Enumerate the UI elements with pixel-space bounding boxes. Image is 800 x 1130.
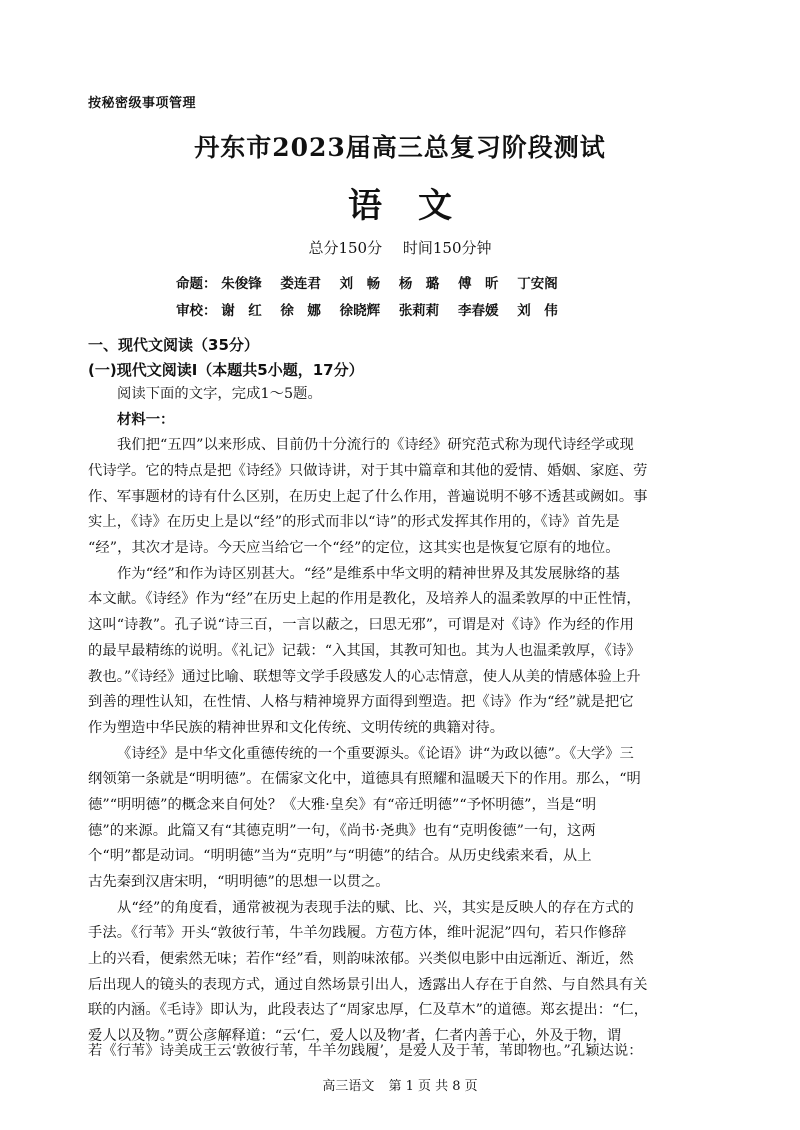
body-line: 代诗学。它的特点是把《诗经》只做诗讲，对于其中篇章和其他的爱情、婚姻、家庭、劳 bbox=[88, 463, 648, 479]
reviewer-name: 张莉莉 bbox=[398, 303, 440, 319]
body-line: 爱人以及物。”贾公彦解释道：“云‘仁，爱人以及物’者，仁者内善于心，外及于物，谓 bbox=[88, 1028, 622, 1044]
page-footer bbox=[0, 1075, 800, 1094]
total-score: 总分150分 bbox=[308, 239, 383, 257]
body-line: 这叫“诗教”。孔子说“诗三百，一言以蔽之，曰思无邪”，可谓是对《诗》作为经的作用 bbox=[88, 617, 634, 633]
time-limit: 时间150分钟 bbox=[402, 239, 492, 257]
body-line: 个“明”都是动词。“明明德”当为“克明”与“明德”的结合。从历史线索来看，从上 bbox=[88, 848, 592, 864]
section-heading: 一、现代文阅读（35分） bbox=[88, 336, 259, 354]
body-line: 《诗经》是中华文化重德传统的一个重要源头。《论语》讲“为政以德”。《大学》三 bbox=[117, 746, 634, 762]
body-line: 德”“明明德”的概念来自何处？《大雅·皇矣》有“帝迁明德”“予怀明德”，当是“明 bbox=[88, 797, 597, 813]
setters-row bbox=[176, 272, 572, 292]
setter-name: 杨 璐 bbox=[398, 276, 440, 292]
body-line: 作、军事题材的诗有什么区别，在历史上起了什么作用，普遍说明不够不透甚或阙如。事 bbox=[88, 489, 648, 505]
subsection-heading: (一)现代文阅读Ⅰ（本题共5小题，17分） bbox=[88, 361, 364, 379]
body-line: 作为“经”和作为诗区别甚大。“经”是维系中华文明的精神世界及其发展脉络的基 bbox=[117, 566, 620, 582]
setter-name: 丁安阁 bbox=[517, 276, 558, 292]
reviewers-label: 审校： bbox=[176, 303, 217, 319]
reviewers-row bbox=[176, 299, 572, 319]
body-line: 到善的理性认知，在性情、人格与精神境界方面得到塑造。把《诗》作为“经”就是把它 bbox=[88, 694, 634, 710]
body-line: 教也。”《诗经》通过比喻、联想等文学手段感发人的心志情意，使人从美的情感体验上升 bbox=[88, 669, 641, 685]
body-line: 上的兴看，便索然无味；若作“经”看，则韵味浓郁。兴类似电影中由远渐近、渐近，然 bbox=[88, 951, 634, 967]
body-line: “经”，其次才是诗。今天应当给它一个“经”的定位，这其实也是恢复它原有的地位。 bbox=[88, 540, 620, 556]
setter-name: 朱俊锋 bbox=[221, 276, 262, 292]
body-line: 作为塑造中华民族的精神世界和文化传统、文明传统的典籍对待。 bbox=[88, 720, 505, 736]
body-line: 我们把“五四”以来形成、目前仍十分流行的《诗经》研究范式称为现代诗经学或现 bbox=[117, 437, 634, 453]
body-line: 若《行苇》诗美成王云‘敦彼行苇，牛羊勿践履’，是爱人及于苇，苇即物也。”孔颖达说： bbox=[88, 1043, 643, 1059]
body-line: 从“经”的角度看，通常被视为表现手法的赋、比、兴，其实是反映人的存在方式的 bbox=[117, 900, 634, 916]
reviewer-name: 李春媛 bbox=[458, 303, 499, 319]
body-line: 手法。《行苇》开头“敦彼行苇，牛羊勿践履。方苞方体，维叶泥泥”四句，若只作修辞 bbox=[88, 925, 627, 941]
setters-label: 命题： bbox=[176, 276, 217, 292]
setter-name: 傅 昕 bbox=[458, 276, 499, 292]
setter-name: 娄连君 bbox=[280, 276, 321, 292]
reviewer-name: 刘 伟 bbox=[517, 303, 558, 319]
body-line: 联的内涵。《毛诗》即认为，此段表达了“周家忠厚，仁及草木”的道德。郑玄提出：“仁， bbox=[88, 1002, 649, 1018]
secrecy-notice: 按秘密级事项管理 bbox=[88, 96, 197, 111]
material-label: 材料一： bbox=[117, 412, 175, 428]
reviewer-name: 徐 娜 bbox=[280, 303, 321, 319]
setter-name: 刘 畅 bbox=[339, 276, 381, 292]
subject-title: 语文 bbox=[348, 186, 488, 226]
footer-course: 高三语文 bbox=[322, 1079, 375, 1094]
body-line: 实上，《诗》在历史上是以“经”的形式而非以“诗”的形式发挥其作用的，《诗》首先是 bbox=[88, 514, 620, 530]
body-line: 古先秦到汉唐宋明，“明明德”的思想一以贯之。 bbox=[88, 874, 390, 890]
exam-title: 丹东市2023届高三总复习阶段测试 bbox=[194, 133, 606, 162]
instruction: 阅读下面的文字，完成1～5题。 bbox=[117, 386, 322, 402]
body-line: 的最早最精练的说明。《礼记》记载：“入其国，其教可知也。其为人也温柔敦厚，《诗》 bbox=[88, 643, 641, 659]
reviewer-name: 谢 红 bbox=[221, 303, 262, 319]
body-line: 后出现人的镜头的表现方式，通过自然场景引出人，透露出人存在于自然、与自然具有关 bbox=[88, 977, 648, 993]
exam-meta bbox=[0, 237, 800, 258]
body-line: 纲领第一条就是“明明德”。在儒家文化中，道德具有照耀和温暖天下的作用。那么，“明 bbox=[88, 771, 641, 787]
body-line: 德”的来源。此篇又有“其德克明”一句，《尚书·尧典》也有“克明俊德”一句，这两 bbox=[88, 823, 596, 839]
reviewer-name: 徐晓辉 bbox=[339, 303, 381, 319]
body-line: 本文献。《诗经》作为“经”在历史上起的作用是教化，及培养人的温柔敦厚的中正性情， bbox=[88, 591, 641, 607]
footer-page-number: 第 1 页 共 8 页 bbox=[388, 1079, 478, 1094]
